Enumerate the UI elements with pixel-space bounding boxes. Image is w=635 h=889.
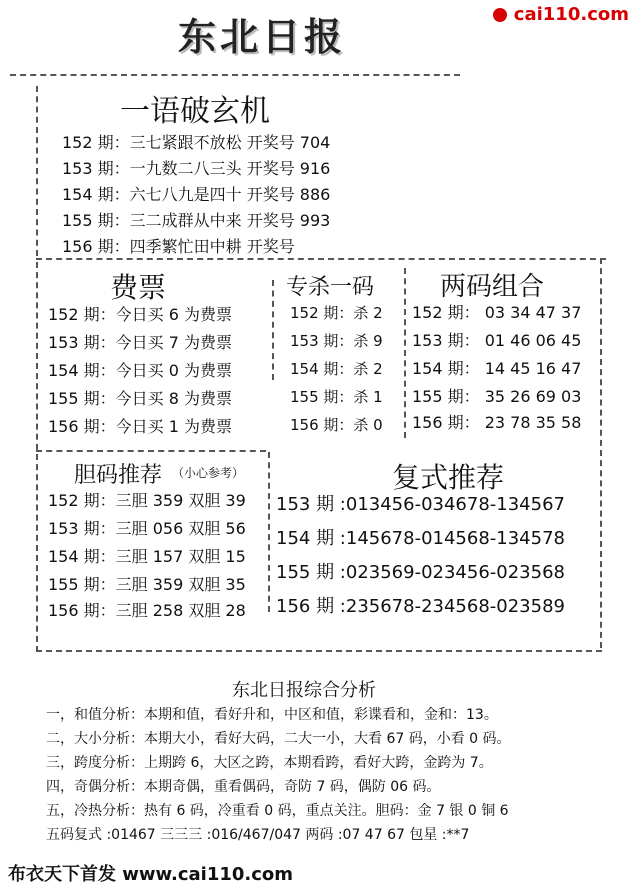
analysis-row: 五，冷热分析：热有 6 码，冷重看 0 码，重点关注。胆码：金 7 银 0 铜 6 — [46, 803, 509, 819]
danma-row: 156 期：三胆 258 双胆 28 — [48, 601, 246, 620]
zhuansha-row: 156 期：杀 0 — [290, 416, 383, 434]
frame-left-border — [36, 262, 38, 652]
frame-divider-fushi — [268, 452, 270, 612]
feipiao-row: 152 期：今日买 6 为费票 — [48, 305, 232, 324]
footer-text: 布衣天下首发 www.cai110.com — [8, 864, 294, 885]
frame-top-border — [10, 74, 460, 76]
analysis-title: 东北日报综合分析 — [232, 680, 376, 701]
frame-divider-2 — [36, 450, 266, 452]
yiyu-title: 一语破玄机 — [120, 94, 270, 129]
site-logo-icon — [493, 8, 507, 22]
fushi-row: 153 期 :013456-034678-134567 — [276, 494, 565, 515]
danma-row: 154 期：三胆 157 双胆 15 — [48, 547, 246, 566]
feipiao-row: 155 期：今日买 8 为费票 — [48, 389, 232, 408]
liangma-row: 155 期： 35 26 69 03 — [412, 387, 582, 406]
fushi-row: 156 期 :235678-234568-023589 — [276, 596, 565, 617]
frame-left-border-top — [36, 86, 38, 256]
yiyu-row: 155 期：三二成群从中来 开奖号 993 — [62, 211, 331, 230]
feipiao-row: 154 期：今日买 0 为费票 — [48, 361, 232, 380]
site-name[interactable]: cai110.com — [513, 4, 629, 25]
liangma-row: 154 期： 14 45 16 47 — [412, 359, 582, 378]
feipiao-row: 153 期：今日买 7 为费票 — [48, 333, 232, 352]
frame-divider-zhuansha — [272, 280, 274, 380]
feipiao-row: 156 期：今日买 1 为费票 — [48, 417, 232, 436]
danma-title: 胆码推荐 — [74, 463, 163, 488]
danma-row: 155 期：三胆 359 双胆 35 — [48, 575, 246, 594]
yiyu-row: 156 期：四季繁忙田中耕 开奖号 — [62, 237, 295, 256]
yiyu-row: 153 期：一九数二八三头 开奖号 916 — [62, 159, 331, 178]
masthead-title: 东北日报 — [178, 14, 347, 59]
zhuansha-title: 专杀一码 — [286, 275, 375, 300]
frame-right-border — [600, 258, 602, 648]
liangma-row: 156 期： 23 78 35 58 — [412, 413, 582, 432]
liangma-row: 152 期： 03 34 47 37 — [412, 303, 582, 322]
fushi-title: 复式推荐 — [392, 461, 505, 494]
liangma-title: 两码组合 — [440, 272, 545, 302]
analysis-row: 二，大小分析：本期大小，看好大码，二大一小，大看 67 码，小看 0 码。 — [46, 731, 511, 747]
zhuansha-row: 155 期：杀 1 — [290, 388, 383, 406]
fushi-row: 154 期 :145678-014568-134578 — [276, 528, 565, 549]
danma-note: （小心参考） — [172, 466, 245, 480]
frame-divider-1 — [36, 258, 606, 260]
zhuansha-row: 153 期：杀 9 — [290, 332, 383, 350]
analysis-row: 一，和值分析：本期和值，看好升和，中区和值，彩谍看和，金和：13。 — [46, 707, 498, 723]
danma-row: 153 期：三胆 056 双胆 56 — [48, 519, 246, 538]
analysis-row: 五码复式 :01467 三三三 :016/467/047 两码 :07 47 67 包星 :**7 — [46, 827, 470, 843]
frame-divider-3 — [36, 650, 602, 652]
analysis-row: 三，跨度分析：上期跨 6，大区之跨，本期看跨，看好大跨，金跨为 7。 — [46, 755, 493, 771]
feipiao-title: 费票 — [110, 271, 167, 304]
danma-row: 152 期：三胆 359 双胆 39 — [48, 491, 246, 510]
analysis-row: 四，奇偶分析：本期奇偶，重看偶码，奇防 7 码，偶防 06 码。 — [46, 779, 441, 795]
yiyu-row: 154 期：六七八九是四十 开奖号 886 — [62, 185, 331, 204]
zhuansha-row: 152 期：杀 2 — [290, 304, 383, 322]
fushi-row: 155 期 :023569-023456-023568 — [276, 562, 565, 583]
zhuansha-row: 154 期：杀 2 — [290, 360, 383, 378]
frame-divider-liangma — [404, 268, 406, 438]
liangma-row: 153 期： 01 46 06 45 — [412, 331, 582, 350]
yiyu-row: 152 期：三七紧跟不放松 开奖号 704 — [62, 133, 331, 152]
